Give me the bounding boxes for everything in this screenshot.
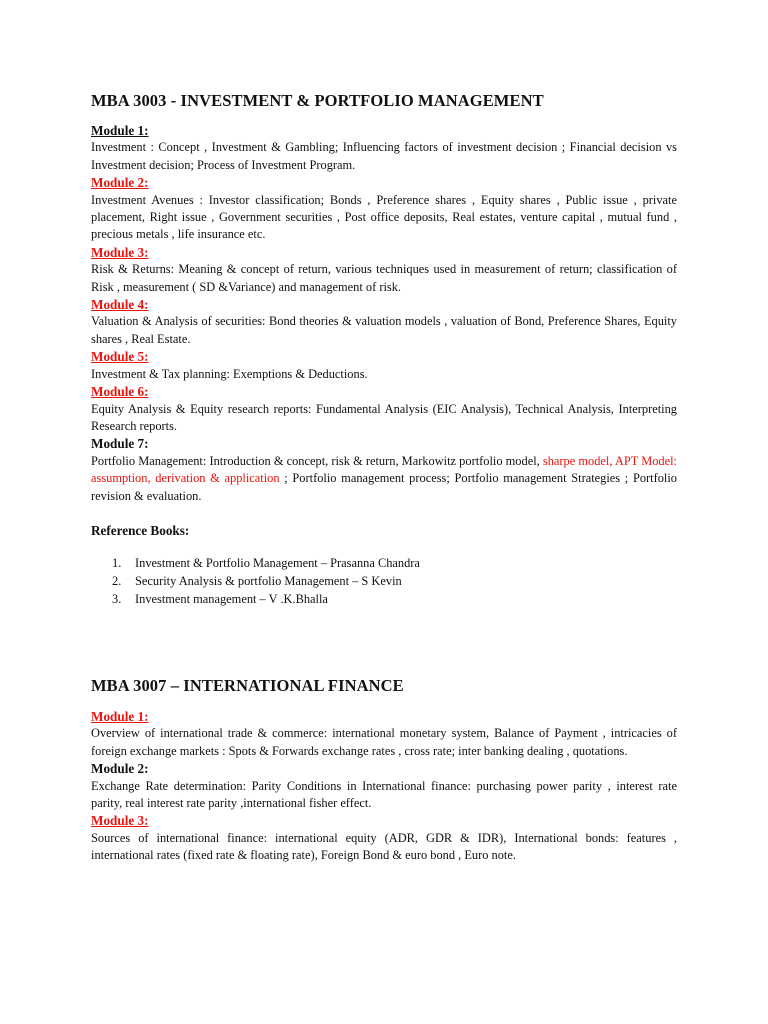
module-text: Risk & Returns: Meaning & concept of return, various techniques used in measurement of return; classification of Risk , measurement ( SD &Variance) and management of risk. — [91, 262, 677, 294]
reference-item — [91, 591, 677, 609]
reference-number: 2. — [112, 573, 122, 588]
module-text-part: ; Portfolio management process; Portfolio management Strategies ; Portfolio revision & evaluation. — [91, 471, 677, 503]
module-heading: Module 1: — [91, 709, 149, 724]
course-section-investment — [91, 91, 677, 608]
reference-number: 1. — [112, 556, 122, 571]
module-heading: Module 3: — [91, 244, 149, 260]
module-text: Valuation & Analysis of securities: Bond theories & valuation models , valuation of Bond, Preference Shares, Equity shares , Real Estate. — [91, 314, 677, 346]
reference-text: Security Analysis & portfolio Management – S Kevin — [135, 573, 402, 588]
module-heading: Module 5: — [91, 349, 149, 365]
module-text — [91, 453, 677, 505]
reference-item — [91, 573, 677, 591]
module-heading: Module 6: — [91, 384, 149, 400]
module-heading: Module 2: — [91, 761, 149, 777]
module-text: Investment Avenues : Investor classification; Bonds , Preference shares , Equity shares , Public issue , private placement, Right issue , Government securities , Post office deposits, Real estates, venture capital , mutual fund , precious metals , life insurance etc. — [91, 192, 677, 242]
reference-text: Investment management – V .K.Bhalla — [135, 591, 328, 606]
module-heading: Module 4: — [91, 297, 149, 313]
module-text: Equity Analysis & Equity research reports: Fundamental Analysis (EIC Analysis), Technical Analysis, Interpreting Research reports. — [91, 401, 677, 433]
course-title: MBA 3003 - INVESTMENT & PORTFOLIO MANAGEMENT — [91, 91, 544, 110]
course-title: MBA 3007 – INTERNATIONAL FINANCE — [91, 676, 404, 695]
module-heading: Module 3: — [91, 813, 149, 829]
module-heading: Module 1: — [91, 123, 149, 138]
course-section-international-finance — [91, 676, 677, 865]
reference-item — [91, 555, 677, 573]
module-heading: Module 7: — [91, 436, 149, 452]
module-text: Investment & Tax planning: Exemptions & Deductions. — [91, 366, 368, 381]
reference-heading: Reference Books: — [91, 522, 190, 538]
module-heading: Module 2: — [91, 175, 149, 191]
module-text: Sources of international finance: international equity (ADR, GDR & IDR), International bonds: features , international rates (fixed rate & floating rate), Foreign Bond & euro bond , Euro note. — [91, 830, 677, 863]
reference-number: 3. — [112, 591, 122, 606]
module-text-part: Portfolio Management: Introduction & concept, risk & return, Markowitz portfolio model, — [91, 453, 543, 468]
reference-list — [91, 555, 677, 608]
module-text: Exchange Rate determination: Parity Conditions in International finance: purchasing power parity , interest rate parity, real interest rate parity ,international fisher effect. — [91, 778, 677, 811]
module-text: Overview of international trade & commerce: international monetary system, Balance of Payment , intricacies of foreign exchange markets : Spots & Forwards exchange rates , cross rate; inter banking dealing , quotations. — [91, 726, 677, 758]
module-text: Investment : Concept , Investment & Gambling; Influencing factors of investment decision ; Financial decision vs Investment decision; Process of Investment Program. — [91, 140, 677, 172]
reference-text: Investment & Portfolio Management – Prasanna Chandra — [135, 556, 420, 571]
module-text-highlight: sharpe model, APT Model: assumption, derivation & application — [91, 453, 677, 486]
